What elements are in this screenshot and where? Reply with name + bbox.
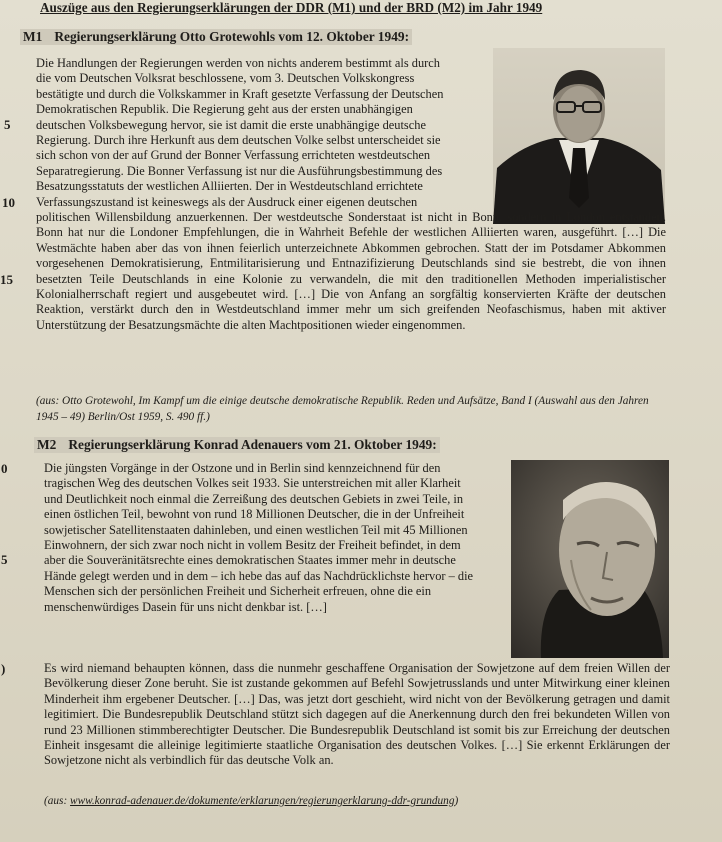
m1-source: (aus: Otto Grotewohl, Im Kampf um die einige deutsche demokratische Republik. Reden und Aufsätze, Band I (Auswahl aus den Jahren 1945 – 49) Berlin/Ost 1959, S. 490 ff.)	[36, 395, 649, 423]
line-number: 10	[2, 195, 15, 210]
adenauer-portrait	[511, 460, 669, 658]
page-title: Auszüge aus den Regierungserklärungen der DDR (M1) und der BRD (M2) im Jahr 1949	[40, 0, 543, 15]
m1-line-1: Die Handlungen der Regierungen werden von nichts anderem bestimmt als durch	[36, 56, 440, 70]
m2-line-8: Hände gelegt werden und in dem – ich hebe das auf das Nachdrücklichste hervor – die	[44, 568, 474, 583]
m2-text-bottom: Es wird niemand behaupten können, dass die nunmehr geschaffene Organisation der Sowjetzone auf dem freien Willen der Bevölkerung dieser Zone beruht. Sie ist zustande gekommen auf Befehl Sowjetrusslands und unter Mitwirkung einer kleinen Minderheit ihm ergebener Deutscher. […] Das, was jetzt dort geschieht, wird nicht von der Bevölkerung getragen und damit legitimiert. Die Bundesrepublik Deutschland stützt sich dagegen auf die Anerkennung durch den frei bekundeten Willen von rund 23 Millionen stimmberechtigter Deutscher. Die Bundesrepublik Deutschland ist somit bis zur Erreichung der deutschen Einheit insgesamt die alleinige legitimierte staatliche Organisation des deutschen Volkes. […] Sie erkennt Erklärungen der Sowjetzone nicht als verbindlich für das deutsche Volk an.	[44, 661, 670, 768]
m1-heading-text: Regierungserklärung Otto Grotewohls vom 12. Oktober 1949:	[54, 29, 410, 44]
m2-label: M2	[37, 437, 57, 452]
m2-line-1: Die jüngsten Vorgänge in der Ostzone und in Berlin sind kennzeichnend für den	[44, 461, 441, 475]
line-number: 0	[1, 461, 8, 476]
m2-text-top	[44, 461, 510, 615]
m2-heading-text: Regierungserklärung Konrad Adenauers vom 21. Oktober 1949:	[68, 437, 437, 452]
line-number: 5	[1, 552, 8, 567]
m2-line-10: menschenwürdiges Dasein für uns nicht denkbar ist. […]	[44, 599, 327, 614]
m1-line-4: Demokratischen Republik. Die Regierung geht aus der ersten unabhängigen	[36, 102, 413, 117]
grotewohl-portrait	[493, 48, 665, 224]
m1-line-5: deutschen Volksbewegung hervor, sie ist damit die erste unabhängige deutsche	[36, 117, 426, 132]
m2-line-9: Menschen sich der persönlichen Freiheit und Sicherheit erfreuen, ohne die ein	[44, 584, 432, 599]
m1-line-2: die vom Deutschen Volksrat beschlossene, vom 3. Deutschen Volkskongress	[36, 71, 415, 86]
m2-source	[44, 794, 684, 810]
line-number: 15	[0, 272, 13, 287]
m2-source-suffix: )	[454, 795, 459, 807]
m1-line-7: sich schon von der auf Grund der Bonner Verfassung errichteten westdeutschen	[36, 148, 431, 163]
m1-label: M1	[23, 29, 43, 44]
m1-heading	[20, 29, 412, 45]
m1-line-3: bestätigte und durch die Volkskammer in Kraft gesetzte Verfassung der Deutschen	[36, 86, 444, 101]
m2-line-3: und Deutlichkeit noch einmal die Zerreißung des deutschen Gebiets in zwei Teile, in	[44, 491, 464, 506]
line-number: 5	[4, 117, 11, 132]
m1-line-10: Verfassungszustand ist keineswegs als der Ausdruck einer eigenen deutschen	[36, 194, 418, 209]
m2-source-link[interactable]: www.konrad-adenauer.de/dokumente/erklarungen/regierungerklarung-ddr-grundung	[70, 795, 455, 807]
m2-heading	[34, 437, 440, 453]
m2-line-6: Einwohnern, der sich zwar noch nicht in vollem Besitz der Freiheit befindet, in dem	[44, 538, 461, 553]
m2-line-2: tragischen Weg des deutschen Volkes seit 1933. Sie unterstreichen mit aller Klarheit	[44, 476, 461, 491]
m2-source-prefix: (aus:	[44, 795, 71, 807]
m1-line-9: Besatzungsstatuts der westlichen Alliierten. Der in Westdeutschland errichtete	[36, 179, 423, 194]
line-number: )	[1, 661, 6, 676]
m1-line-8: Separatregierung. Die Bonner Verfassung ist nur die Ausführungsbestimmung des	[36, 163, 443, 178]
m2-line-5: sowjetischer Satellitenstaaten dahinleben, und einen westlichen Teil mit 45 Millionen	[44, 522, 468, 537]
m1-line-6: Regierung. Durch ihre Herkunft aus dem deutschen Volke selbst unterscheidet sie	[36, 133, 441, 148]
m1-text-bottom: politischen Willensbildung anzuerkennen. Der westdeutsche Sonderstaat ist nicht in Bonn, sondern in London entstanden. Bonn hat nur die Londoner Empfehlungen, die in Wahrheit Befehle der westlichen Alliierten waren, ausgeführt. […] Die Westmächte haben aber das von ihnen feierlich unterzeichnete Abkommen gebrochen. Statt der im Potsdamer Abkommen vorgesehenen Demokratisierung, Entmilitarisierung und Entnazifizierung Deutschlands sind sie bestrebt, die von ihnen besetzten Teile Deutschlands in eine Kolonie zu verwandeln, die mit den traditionellen Methoden imperialistischer Kolonialherrschaft regiert und ausgebeutet wird. […] Die von Anfang an sorgfältig konservierten Kräfte der deutschen Reaktion, verstärkt durch den in Westdeutschland immer mehr um sich greifenden Neofaschismus, haben mit aktiver Unterstützung der Besatzungsmächte die alten Machtpositionen wieder eingenommen.	[36, 210, 666, 332]
m1-text-top	[36, 56, 486, 210]
m2-line-7: aber die Souveränitätsrechte eines demokratischen Staates immer mehr in deutsche	[44, 553, 456, 568]
m2-line-4: einen östlichen Teil, bewohnt von rund 18 Millionen Deutscher, die in der Unfreiheit	[44, 507, 465, 522]
